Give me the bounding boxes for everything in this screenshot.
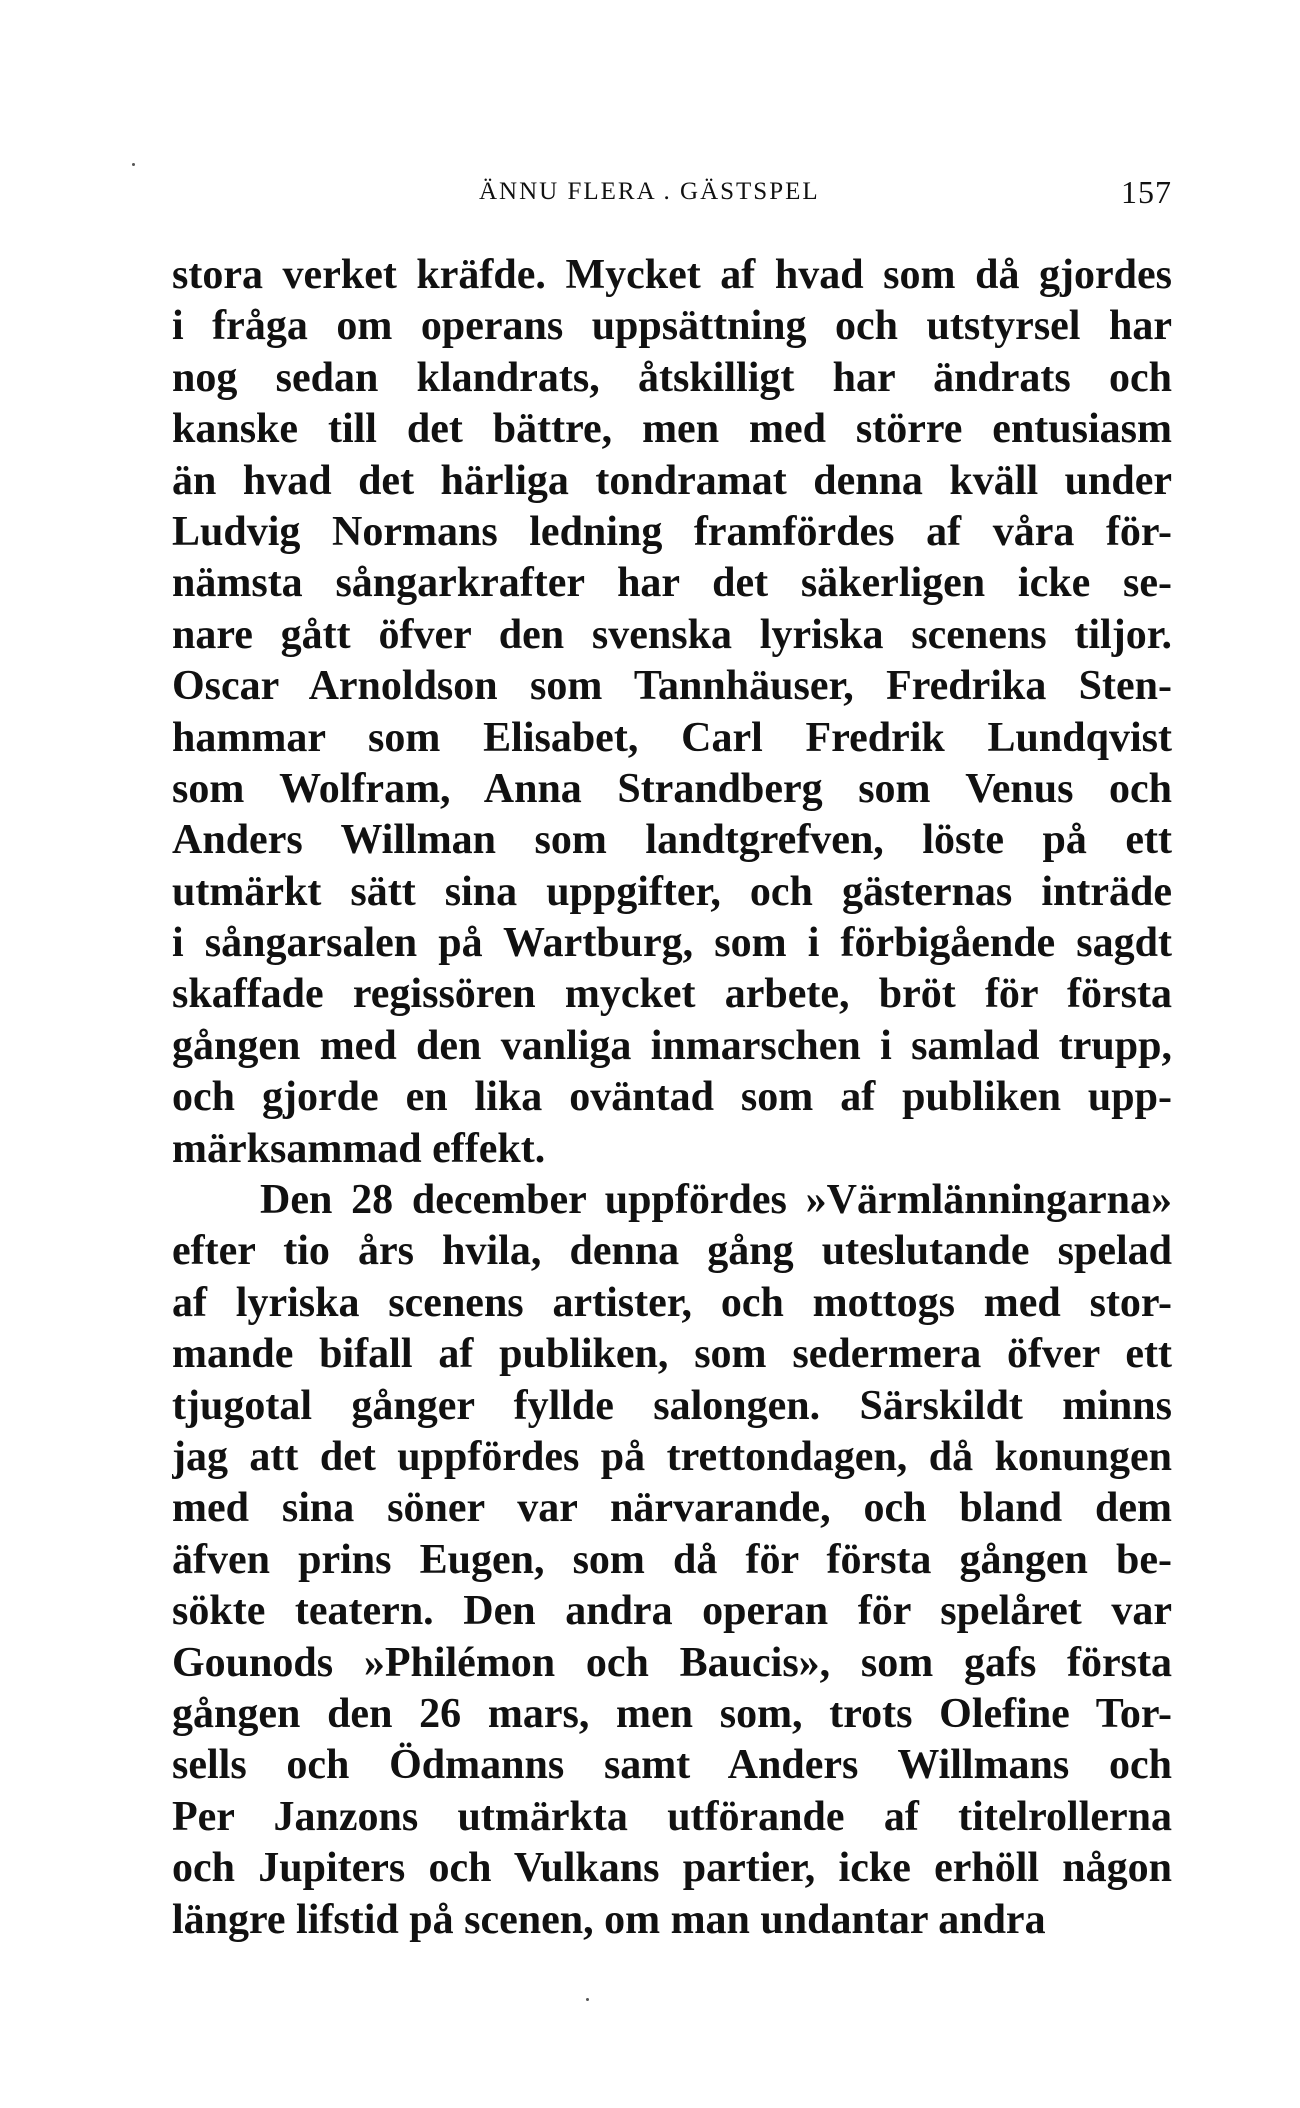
text-line: Anders Willman som landtgrefven, löste på ett (172, 817, 1172, 864)
text-line: stora verket kräfde. Mycket af hvad som då gjordes (172, 252, 1172, 298)
text-line: nämsta sångarkrafter har det säkerligen icke se- (172, 560, 1172, 607)
text-line: Ludvig Normans ledning framfördes af våra för- (172, 508, 1172, 555)
text-line: utmärkt sätt sina uppgifter, och gästernas inträde (172, 868, 1172, 915)
text-line: mande bifall af publiken, som sedermera öfver ett (172, 1331, 1172, 1378)
text-line: efter tio års hvila, denna gång uteslutande spelad (172, 1228, 1172, 1275)
text-line: kanske till det bättre, men med större entusiasm (172, 406, 1172, 453)
body-text (172, 250, 1172, 1946)
text-line: Per Janzons utmärkta utförande af titelrollerna (172, 1793, 1172, 1840)
text-line: längre lifstid på scenen, om man undantar andra (172, 1896, 1046, 1943)
text-line: som Wolfram, Anna Strandberg som Venus och (172, 765, 1172, 812)
print-speck (132, 163, 135, 166)
running-title: ÄNNU FLERA . GÄSTSPEL (479, 178, 820, 205)
text-line: hammar som Elisabet, Carl Fredrik Lundqvist (172, 714, 1172, 761)
text-line: märksammad effekt. (172, 1125, 546, 1172)
text-line: nare gått öfver den svenska lyriska scenens tiljor. (172, 611, 1172, 658)
text-line: i fråga om operans uppsättning och utstyrsel har (172, 303, 1172, 350)
text-line: gången med den vanliga inmarschen i samlad trupp, (172, 1022, 1172, 1069)
text-line: med sina söner var närvarande, och bland dem (172, 1485, 1172, 1532)
print-speck (586, 1998, 589, 2001)
text-line: Gounods »Philémon och Baucis», som gafs första (172, 1639, 1172, 1686)
text-line: Oscar Arnoldson som Tannhäuser, Fredrika Sten- (172, 663, 1172, 710)
text-line: och Jupiters och Vulkans partier, icke erhöll någon (172, 1845, 1172, 1892)
page-number: 157 (1121, 174, 1172, 210)
running-header (172, 174, 1172, 218)
paragraph (172, 250, 1172, 1175)
text-line: sells och Ödmanns samt Anders Willmans och (172, 1742, 1172, 1789)
text-line: gången den 26 mars, men som, trots Olefine Tor- (172, 1690, 1172, 1737)
text-line: af lyriska scenens artister, och mottogs med stor- (172, 1279, 1172, 1326)
text-line: än hvad det härliga tondramat denna kväll under (172, 457, 1172, 504)
text-line: nog sedan klandrats, åtskilligt har ändrats och (172, 354, 1172, 401)
text-line: och gjorde en lika oväntad som af publiken upp- (172, 1074, 1172, 1121)
text-line: tjugotal gånger fyllde salongen. Särskildt minns (172, 1382, 1172, 1429)
text-line: sökte teatern. Den andra operan för spelåret var (172, 1588, 1172, 1635)
text-line: skaffade regissören mycket arbete, bröt för första (172, 971, 1172, 1018)
paragraph (172, 1175, 1172, 1946)
text-line: äfven prins Eugen, som då för första gången be- (172, 1536, 1172, 1583)
text-line: i sångarsalen på Wartburg, som i förbigående sagdt (172, 920, 1172, 967)
text-line: Den 28 december uppfördes »Värmlänningarna» (260, 1177, 1172, 1224)
text-line: jag att det uppfördes på trettondagen, då konungen (172, 1433, 1172, 1480)
